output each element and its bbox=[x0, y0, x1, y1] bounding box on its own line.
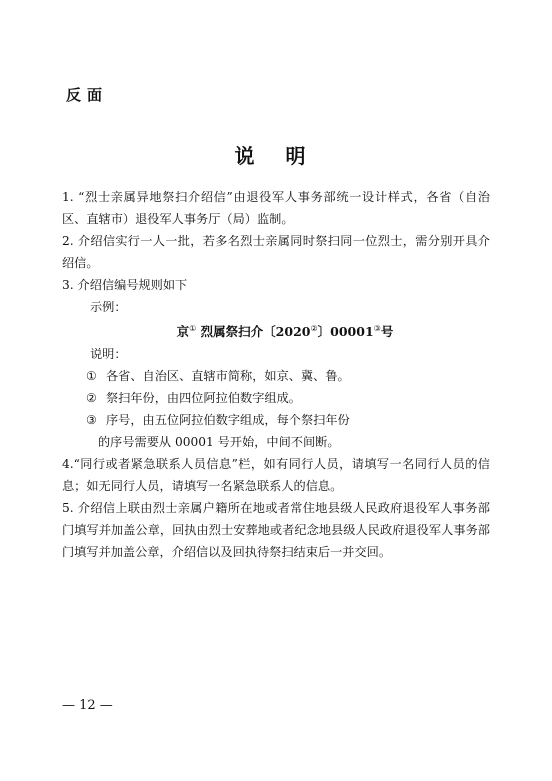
note-item-1 bbox=[62, 365, 490, 387]
note-item-2 bbox=[62, 387, 490, 409]
instruction-item-4: 4.“同行或者紧急联系人员信息”栏，如有同行人员，请填写一名同行人员的信息；如无同行人员，请填写一名紧急联系人的信息。 bbox=[62, 457, 490, 494]
note-item-3 bbox=[62, 409, 490, 431]
instruction-item-3: 3. 介绍信编号规则如下 bbox=[62, 278, 188, 292]
page-side-label: 反面 bbox=[66, 86, 109, 104]
note-number-3: ③ bbox=[86, 413, 97, 428]
footnote-marker-2: ② bbox=[310, 324, 318, 333]
note-text-3: 序号，由五位阿拉伯数字组成，每个祭扫年份 bbox=[106, 413, 350, 428]
example-part-province: 京 bbox=[176, 324, 190, 340]
example-number-format bbox=[62, 318, 490, 343]
note-text-1: 各省、自治区、直辖市简称，如京、冀、鲁。 bbox=[106, 369, 350, 384]
note-text-2: 祭扫年份，由四位阿拉伯数字组成。 bbox=[106, 391, 301, 406]
note-number-1: ① bbox=[86, 369, 97, 384]
note-item-3-continued: 的序号需要从 00001 号开始，中间不间断。 bbox=[98, 435, 340, 450]
page-number: — 12 — bbox=[62, 698, 113, 713]
instructions-body bbox=[62, 186, 490, 563]
example-part-type: 烈属祭扫介〔2020 bbox=[196, 324, 311, 340]
instruction-item-5: 5. 介绍信上联由烈士亲属户籍所在地或者常住地县级人民政府退役军人事务部门填写并加盖公章，回执由烈士安葬地或者纪念地县级人民政府退役军人事务部门填写并加盖公章，介绍信以及回执待祭扫结束后一并交回。 bbox=[62, 501, 490, 560]
footnote-marker-3: ③ bbox=[373, 324, 381, 333]
example-part-suffix: 号 bbox=[380, 324, 394, 340]
example-part-serial: 〕00001 bbox=[317, 324, 374, 340]
notes-label: 说明： bbox=[90, 347, 127, 362]
page-title: 说 明 bbox=[234, 144, 318, 168]
example-label: 示例： bbox=[90, 300, 127, 314]
note-number-2: ② bbox=[86, 391, 97, 406]
footnote-marker-1: ① bbox=[189, 324, 197, 333]
instruction-item-1: 1. “烈士亲属异地祭扫介绍信”由退役军人事务部统一设计样式，各省（自治区、直辖市）退役军人事务厅（局）监制。 bbox=[62, 190, 490, 226]
instruction-item-2: 2. 介绍信实行一人一批，若多名烈士亲属同时祭扫同一位烈士，需分别开具介绍信。 bbox=[62, 234, 490, 270]
